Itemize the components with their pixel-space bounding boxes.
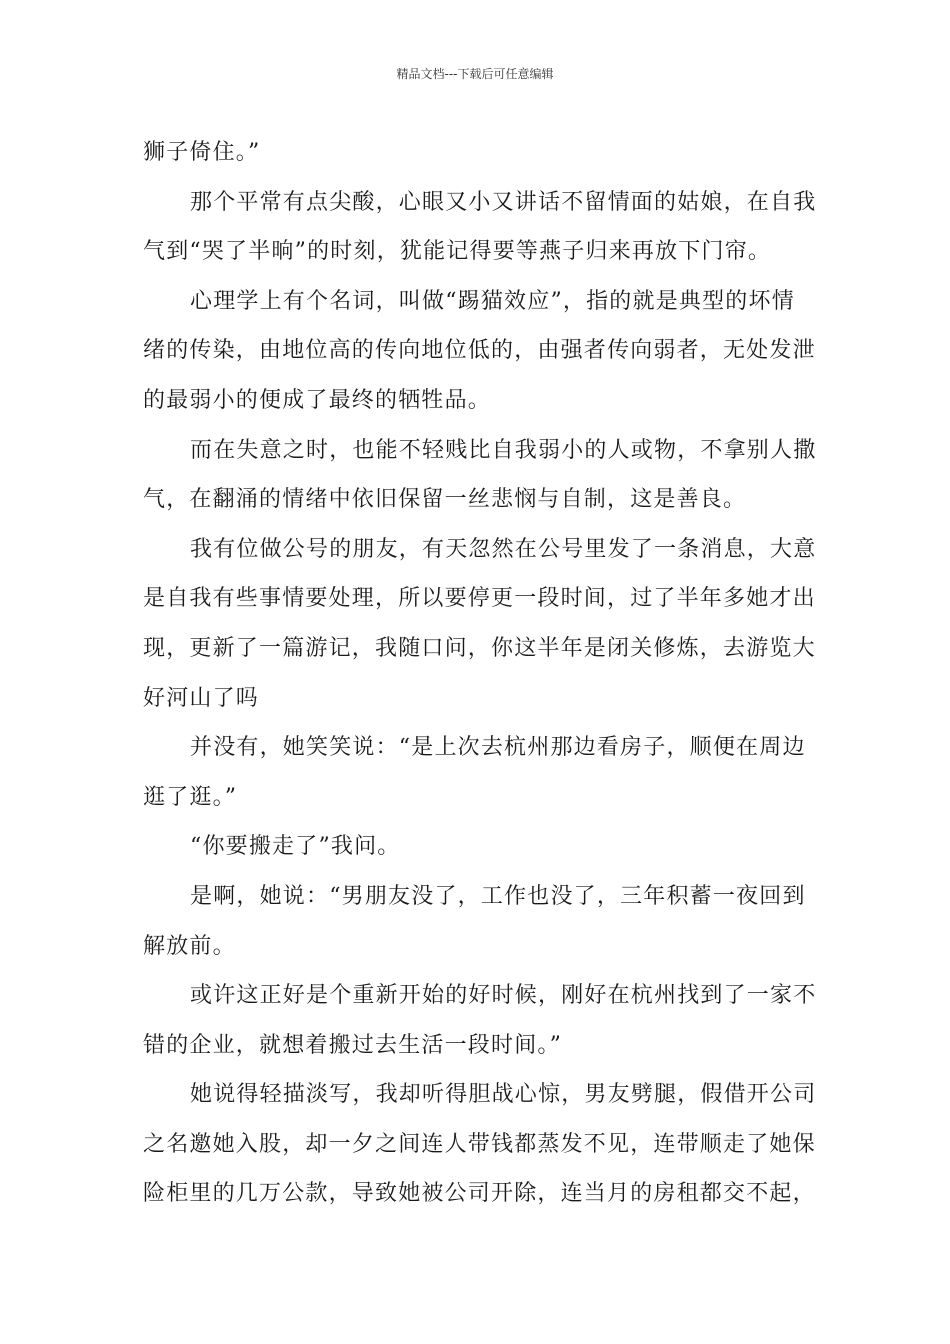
paragraph-start: 而在失意之时，也能不轻贱比自我弱小的人或物，不拿别人撒 [190,437,817,463]
paragraph-start: 并没有，她笑笑说：“是上次去杭州那边看房子，顺便在周边 [190,735,806,761]
paragraph-start: 是啊，她说：“男朋友没了，工作也没了，三年积蓄一夜回到 [190,883,806,909]
text-line: 错的企业，就想着搬过去生活一段时间。” [143,1032,563,1058]
paragraph-start: “你要搬走了”我问。 [190,834,401,860]
document-body [143,128,817,1219]
text-line: 险柜里的几万公款，导致她被公司开除，连当月的房租都交不起， [143,1181,816,1207]
text-line: 现，更新了一篇游记，我随口问，你这半年是闭关修炼，去游览大 [143,635,816,661]
text-line: 气，在翻涌的情绪中依旧保留一丝悲悯与自制，这是善良。 [143,487,747,513]
text-line: 好河山了吗 [143,685,260,711]
paragraph-start: 我有位做公号的朋友，有天忽然在公号里发了一条消息，大意 [190,536,817,562]
page-header: 精品文档---下载后可任意编辑 [396,67,554,81]
paragraph-start: 心理学上有个名词，叫做“踢猫效应”，指的就是典型的坏情 [190,288,795,314]
text-line: 气到“哭了半晌”的时刻，犹能记得要等燕子归来再放下门帘。 [143,239,772,265]
paragraph-start: 或许这正好是个重新开始的好时候，刚好在杭州找到了一家不 [190,983,817,1009]
paragraph-start: 那个平常有点尖酸，心眼又小又讲话不留情面的姑娘，在自我 [190,189,817,215]
text-line: 绪的传染，由地位高的传向地位低的，由强者传向弱者，无处发泄 [143,338,816,364]
text-line: 之名邀她入股，却一夕之间连人带钱都蒸发不见，连带顺走了她保 [143,1131,816,1157]
text-line: 狮子倚住。” [143,140,261,165]
paragraph-start: 她说得轻描淡写，我却听得胆战心惊，男友劈腿，假借开公司 [190,1082,817,1108]
text-line: 是自我有些事情要处理，所以要停更一段时间，过了半年多她才出 [143,586,816,612]
text-line: 逛了逛。” [143,784,238,810]
text-line: 解放前。 [143,933,236,959]
text-line: 的最弱小的便成了最终的牺牲品。 [143,387,492,413]
